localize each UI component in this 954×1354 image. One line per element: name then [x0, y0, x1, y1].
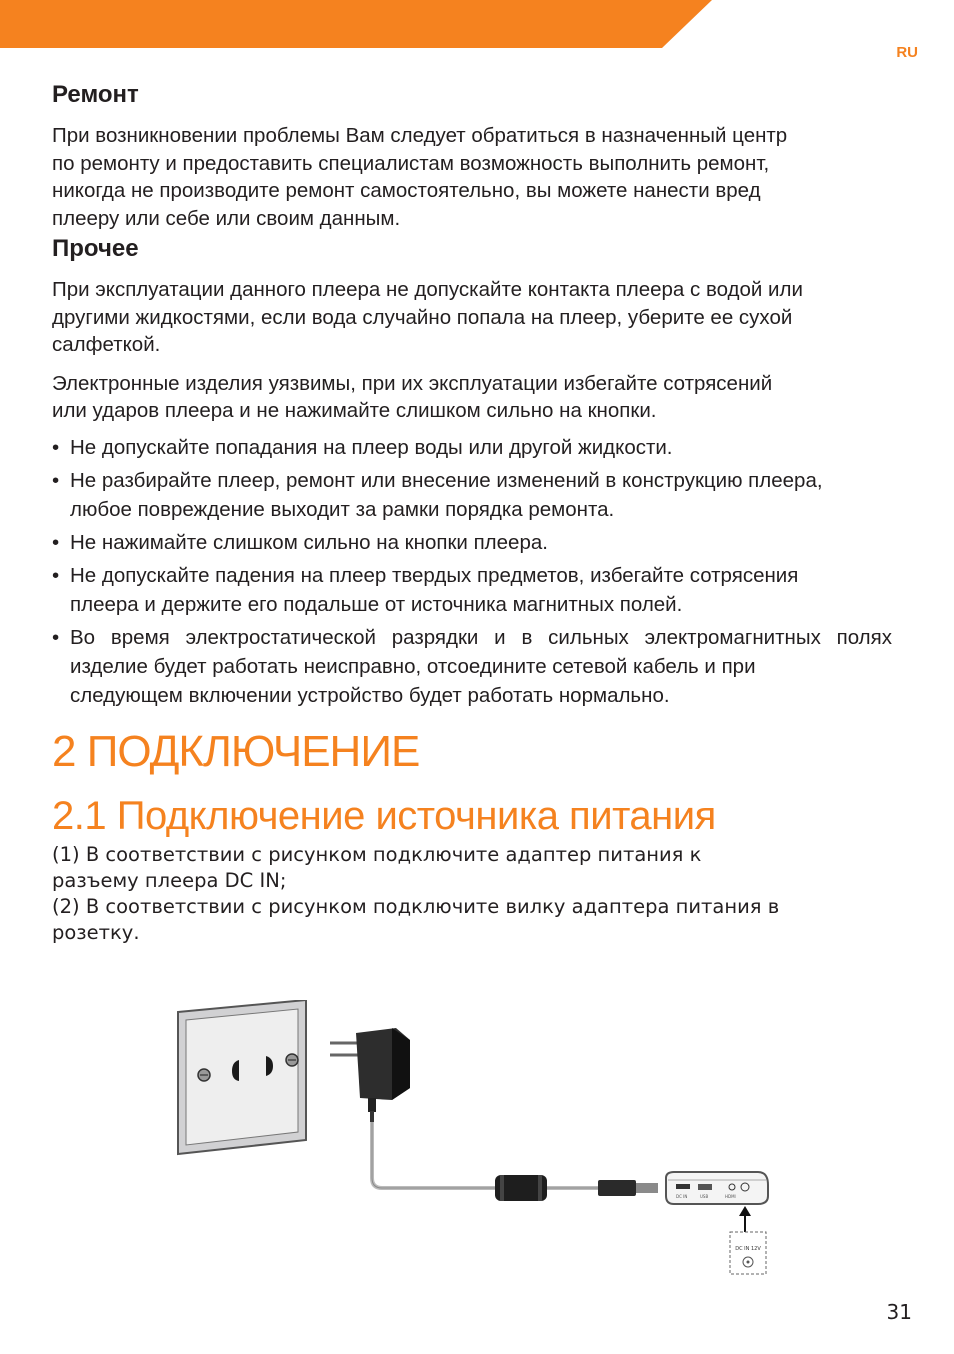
language-label: RU	[896, 44, 918, 61]
bullet-icon: •	[52, 435, 60, 459]
text-line: изделие будет работать неисправно, отсоедините сетевой кабель и при	[70, 654, 756, 678]
text-line: или ударов плеера и не нажимайте слишком сильно на кнопки.	[52, 399, 657, 422]
text-line: (1) В соответствии с рисунком подключите адаптер питания к	[52, 842, 702, 866]
text-line: Не допускайте падения на плеер твердых предметов, избегайте сотрясения	[70, 563, 799, 587]
other-paragraph-1	[52, 276, 892, 359]
media-player-icon	[666, 1172, 768, 1204]
text-line: Не нажимайте слишком сильно на кнопки плеера.	[70, 530, 548, 554]
connection-illustration	[170, 1000, 790, 1280]
bullet-icon: •	[52, 625, 60, 649]
page-number: 31	[886, 1300, 912, 1324]
text-line: другими жидкостями, если вода случайно попала на плеер, уберите ее сухой	[52, 305, 793, 329]
repair-paragraph	[52, 122, 892, 232]
text-line: Не допускайте попадания на плеер воды или другой жидкости.	[70, 435, 673, 459]
front-label: DC IN	[676, 1194, 688, 1199]
text-line: (2) В соответствии с рисунком подключите вилку адаптера питания в	[52, 894, 780, 918]
wall-socket-icon	[178, 1000, 306, 1154]
section-title-repair: Ремонт	[52, 81, 139, 108]
port-label: DC IN 12V	[735, 1246, 761, 1252]
arrow-up-icon	[739, 1206, 751, 1232]
dc-in-port-detail	[730, 1232, 766, 1274]
text-line: по ремонту и предоставить специалистам возможность выполнить ремонт,	[52, 151, 770, 175]
header-bar	[0, 0, 954, 50]
step-1	[52, 842, 892, 894]
text-line: любое повреждение выходит за рамки порядка ремонта.	[70, 497, 615, 521]
power-adapter-icon	[330, 1028, 410, 1123]
header-bar-shape	[0, 0, 712, 48]
text-line: разъему плеера DC IN;	[52, 868, 287, 892]
text-line: плеера и держите его подальше от источника магнитных полей.	[70, 592, 683, 616]
list-item	[52, 528, 892, 557]
front-label: USB	[700, 1194, 709, 1199]
text-line: никогда не производите ремонт самостоятельно, вы можете нанести вред	[52, 179, 761, 202]
step-2	[52, 894, 892, 946]
bullet-icon: •	[52, 530, 60, 554]
section-title-other: Прочее	[52, 235, 139, 262]
power-cable-icon	[372, 1122, 658, 1201]
text-line: Не разбирайте плеер, ремонт или внесение изменений в конструкцию плеера,	[70, 468, 823, 492]
text-line: следующем включении устройство будет работать нормально.	[70, 683, 670, 707]
list-item	[52, 561, 892, 619]
bullet-icon: •	[52, 468, 60, 492]
list-item	[52, 623, 892, 710]
page-content	[52, 78, 892, 946]
text-line: салфеткой.	[52, 333, 161, 356]
list-item	[52, 433, 892, 462]
text-line: Во время электростатической разрядки и в сильных электромагнитных полях	[70, 625, 892, 649]
chapter-title: 2 ПОДКЛЮЧЕНИЕ	[52, 726, 420, 776]
text-line: При эксплуатации данного плеера не допускайте контакта плеера с водой или	[52, 278, 803, 301]
bullet-list	[52, 433, 892, 710]
text-line: При возникновении проблемы Вам следует обратиться в назначенный центр	[52, 124, 788, 147]
other-paragraph-2	[52, 370, 892, 425]
text-line: Электронные изделия уязвимы, при их эксплуатации избегайте сотрясений	[52, 371, 773, 395]
text-line: плееру или себе или своим данным.	[52, 206, 401, 230]
front-label: HDMI	[725, 1194, 736, 1199]
list-item	[52, 466, 892, 524]
bullet-icon: •	[52, 563, 60, 587]
section-title: 2.1 Подключение источника питания	[52, 793, 716, 838]
text-line: розетку.	[52, 920, 140, 944]
